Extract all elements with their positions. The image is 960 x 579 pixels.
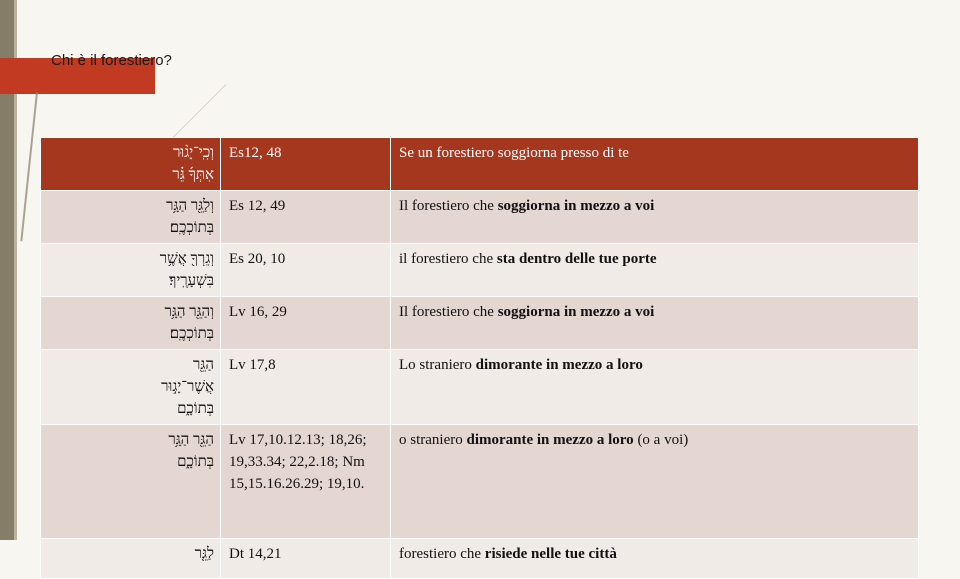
translation-cell: Lo straniero dimorante in mezzo a loro — [391, 350, 919, 425]
hebrew-cell — [41, 539, 221, 579]
hebrew-cell — [41, 425, 221, 539]
hebrew-line: וְלַגֵּ֖ר הַגָּ֥ר — [166, 198, 214, 214]
reference-cell: Lv 17,8 — [221, 350, 391, 425]
reference-cell: Dt 14,21 — [221, 539, 391, 579]
hebrew-cell — [41, 191, 221, 244]
reference-cell: Es 12, 49 — [221, 191, 391, 244]
hebrew-line: הַגֵּ֖ר — [193, 357, 214, 373]
table-row — [41, 138, 919, 191]
hebrew-cell — [41, 244, 221, 297]
hebrew-line: אִתְּךָ֜ גֵּ֗ר — [172, 167, 214, 183]
hebrew-line: בִּשְׁעָרֶֽיךָ׃ — [168, 273, 214, 289]
reference-cell: Lv 16, 29 — [221, 297, 391, 350]
hebrew-line: הַגֵּ֖ר הַגָּ֥ר — [168, 432, 214, 448]
table-row — [41, 191, 919, 244]
translation-cell: o straniero dimorante in mezzo a loro (o a voi) — [391, 425, 919, 539]
page-title: Chi è il forestiero? — [51, 52, 172, 69]
table-row — [41, 350, 919, 425]
decorative-line — [20, 92, 38, 241]
hebrew-line: וְהַגֵּ֖ר הַגָּ֥ר — [164, 304, 214, 320]
hebrew-line: וְכִֽי־יָג֨וּר — [173, 145, 214, 161]
hebrew-cell — [41, 138, 221, 191]
table-row — [41, 539, 919, 579]
hebrew-cell — [41, 350, 221, 425]
hebrew-line: בְּתוֹכְכֶֽם׃ — [169, 220, 214, 236]
table-row — [41, 244, 919, 297]
verses-table — [40, 137, 919, 579]
reference-cell: Es 20, 10 — [221, 244, 391, 297]
hebrew-cell — [41, 297, 221, 350]
translation-cell: forestiero che risiede nelle tue città — [391, 539, 919, 579]
hebrew-line: אֲשֶׁר־יָג֣וּר — [161, 379, 214, 395]
hebrew-line: בְּתוֹכָ֑ם — [177, 401, 214, 417]
table-row — [41, 425, 919, 539]
reference-cell: Lv 17,10.12.13; 18,26; 19,33.34; 22,2.18; Nm 15,15.16.26.29; 19,10. — [221, 425, 391, 539]
translation-cell: Il forestiero che soggiorna in mezzo a voi — [391, 297, 919, 350]
hebrew-line: לַגֵּ֤ר — [194, 546, 214, 562]
hebrew-line: וְגֵרְךָ֖ אֲשֶׁ֥ר — [159, 251, 214, 267]
hebrew-line: בְּתוֹכָ֑ם — [177, 454, 214, 470]
translation-cell: il forestiero che sta dentro delle tue porte — [391, 244, 919, 297]
translation-cell: Se un forestiero soggiorna presso di te — [391, 138, 919, 191]
hebrew-line: בְּתוֹכְכֶֽם׃ — [169, 326, 214, 342]
reference-cell: Es12, 48 — [221, 138, 391, 191]
table-row — [41, 297, 919, 350]
translation-cell: Il forestiero che soggiorna in mezzo a voi — [391, 191, 919, 244]
